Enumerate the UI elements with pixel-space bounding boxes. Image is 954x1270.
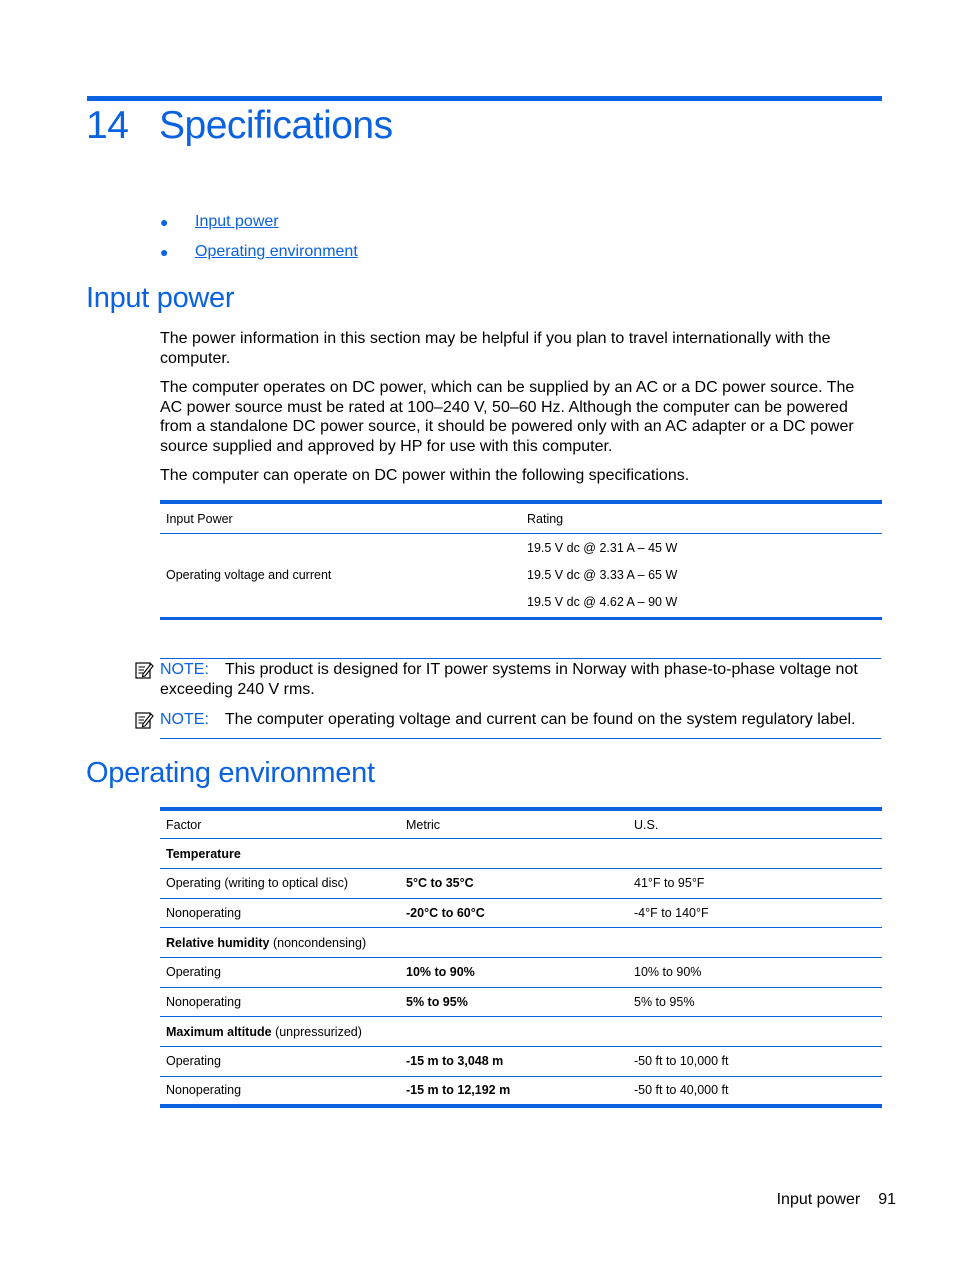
group-label: Temperature — [166, 846, 241, 861]
toc-link-operating-environment[interactable]: Operating environment — [195, 243, 358, 260]
input-power-table — [160, 500, 882, 620]
group-label: Relative humidity — [166, 935, 270, 950]
note-label: NOTE: — [160, 661, 209, 678]
group-qualifier: (unpressurized) — [275, 1024, 362, 1039]
footer-section: Input power — [776, 1191, 861, 1208]
note-icon — [135, 660, 154, 679]
group-label: Maximum altitude — [166, 1024, 272, 1039]
note-icon — [135, 710, 154, 729]
rating-value: 19.5 V dc @ 4.62 A – 90 W — [527, 595, 678, 609]
metric-cell: -15 m to 12,192 m — [400, 1076, 628, 1106]
table-row — [160, 868, 882, 898]
note-box — [135, 710, 881, 739]
page-footer — [777, 1191, 896, 1209]
metric-cell: 5% to 95% — [400, 987, 628, 1017]
table-row — [160, 987, 882, 1017]
us-cell: -50 ft to 40,000 ft — [628, 1076, 882, 1106]
table-cell — [521, 534, 882, 619]
table-header-cell: Input Power — [160, 502, 521, 534]
factor-cell: Nonoperating — [160, 1076, 400, 1106]
table-group-row — [160, 1017, 882, 1047]
metric-cell: -15 m to 3,048 m — [400, 1047, 628, 1077]
table-header-cell: Rating — [521, 502, 882, 534]
us-cell: 41°F to 95°F — [628, 868, 882, 898]
table-row — [160, 1047, 882, 1077]
table-row — [160, 957, 882, 987]
chapter-toc — [160, 212, 358, 272]
toc-item — [160, 212, 358, 242]
us-cell: -4°F to 140°F — [628, 898, 882, 928]
factor-cell: Operating — [160, 957, 400, 987]
note-box — [135, 660, 881, 708]
table-row — [160, 1076, 882, 1106]
us-cell: 5% to 95% — [628, 987, 882, 1017]
input-power-paragraph: The power information in this section may be helpful if you plan to travel internationally with the computer. — [160, 330, 831, 367]
note-body: The computer operating voltage and current can be found on the system regulatory label. — [224, 711, 856, 728]
input-power-paragraph: The computer can operate on DC power within the following specifications. — [160, 467, 690, 484]
note-label: NOTE: — [160, 711, 209, 728]
factor-cell: Operating (writing to optical disc) — [160, 868, 400, 898]
table-group-row — [160, 839, 882, 869]
us-cell: 10% to 90% — [628, 957, 882, 987]
metric-cell: 10% to 90% — [400, 957, 628, 987]
table-header-cell: U.S. — [634, 817, 659, 832]
us-cell: -50 ft to 10,000 ft — [628, 1047, 882, 1077]
bullet-icon: ● — [160, 244, 169, 260]
metric-cell: 5°C to 35°C — [400, 868, 628, 898]
input-power-paragraph: The computer operates on DC power, which can be supplied by an AC or a DC power source. The AC power source must be rated at 100–240 V, 50–60 Hz. Although the computer can be powered from a standalone DC power source, it should be powered only with an AC adapter or a DC power source supplied and approved by HP for use with this computer. — [160, 379, 855, 455]
chapter-rule — [87, 96, 882, 101]
factor-cell: Nonoperating — [160, 987, 400, 1017]
operating-environment-heading: Operating environment — [86, 757, 375, 789]
group-qualifier: (noncondensing) — [272, 935, 367, 950]
group-cell — [160, 1017, 882, 1047]
table-row — [160, 534, 882, 619]
metric-cell: -20°C to 60°C — [400, 898, 628, 928]
rating-value: 19.5 V dc @ 3.33 A – 65 W — [527, 568, 678, 582]
table-header-cell: Factor — [166, 817, 202, 832]
group-cell — [160, 839, 882, 869]
toc-link-input-power[interactable]: Input power — [195, 213, 279, 230]
note-text — [160, 710, 881, 730]
bullet-icon: ● — [160, 214, 169, 230]
table-header-row — [160, 809, 882, 839]
table-cell — [160, 534, 521, 619]
group-cell — [160, 928, 882, 958]
table-header-cell: Metric — [406, 817, 441, 832]
table-header-row — [160, 502, 882, 534]
note-body: This product is designed for IT power systems in Norway with phase-to-phase voltage not exceeding 240 V rms. — [160, 661, 858, 698]
chapter-title — [86, 104, 393, 148]
note-rule — [160, 738, 881, 739]
row-label: Operating voltage and current — [166, 568, 332, 582]
factor-cell: Operating — [160, 1047, 400, 1077]
note-text — [160, 660, 881, 699]
toc-item — [160, 242, 358, 272]
page-number: 91 — [878, 1191, 896, 1208]
note-rule — [160, 658, 881, 659]
factor-cell: Nonoperating — [160, 898, 400, 928]
rating-value: 19.5 V dc @ 2.31 A – 45 W — [527, 541, 678, 555]
chapter-title-text: Specifications — [159, 104, 393, 147]
chapter-number: 14 — [86, 104, 129, 147]
table-row — [160, 898, 882, 928]
table-group-row — [160, 928, 882, 958]
operating-environment-table — [160, 807, 882, 1108]
input-power-heading: Input power — [86, 282, 235, 314]
